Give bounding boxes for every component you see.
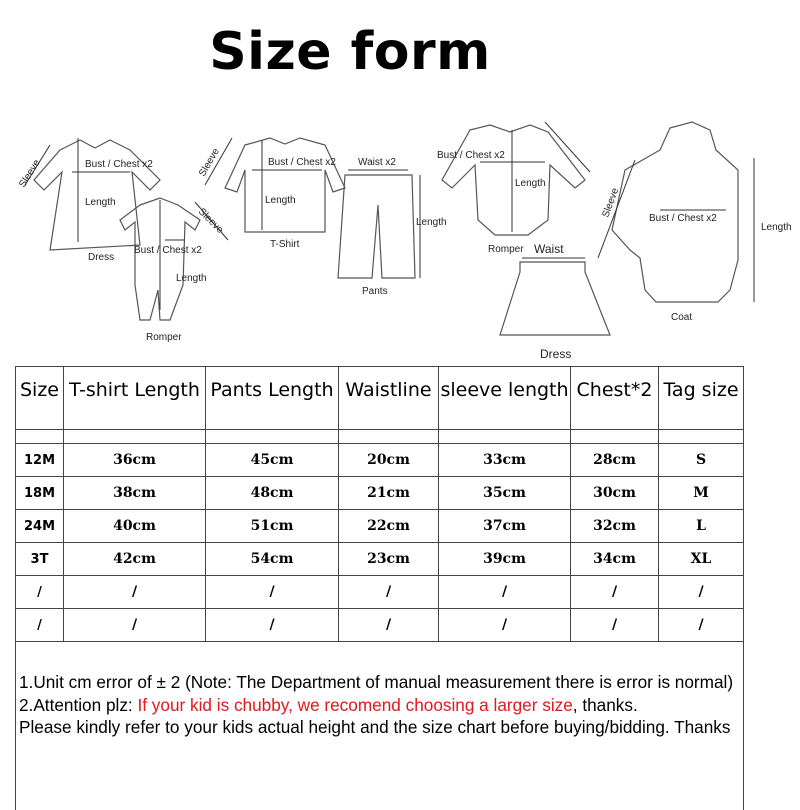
- sleeve-length-cell: 33cm: [439, 444, 571, 477]
- chest-cell: 32cm: [571, 510, 659, 543]
- size-cell: 3T: [16, 543, 64, 576]
- pants-length-cell: /: [206, 576, 339, 609]
- pants-waist-label: Waist x2: [358, 157, 396, 168]
- dress-bust-label: Bust / Chest x2: [85, 159, 153, 170]
- size-cell: 12M: [16, 444, 64, 477]
- table-spacer: [16, 430, 744, 444]
- coat-length-label: Length: [761, 222, 792, 233]
- table-row: [16, 510, 744, 543]
- tshirt-length-cell: /: [64, 576, 206, 609]
- table-row: [16, 576, 744, 609]
- table-row: [16, 543, 744, 576]
- chest-cell: 28cm: [571, 444, 659, 477]
- pants-length-cell: 51cm: [206, 510, 339, 543]
- chest-cell: 30cm: [571, 477, 659, 510]
- waistline-cell: 22cm: [339, 510, 439, 543]
- romper-short-bust-label: Bust / Chest x2: [437, 150, 505, 161]
- page-title: Size form: [209, 22, 491, 82]
- tag-size-cell: L: [659, 510, 744, 543]
- header-chest: Chest*2: [571, 367, 659, 430]
- header-pants-length: Pants Length: [206, 367, 339, 430]
- waistline-cell: /: [339, 609, 439, 642]
- romper-long-caption: Romper: [146, 332, 182, 343]
- chest-cell: /: [571, 576, 659, 609]
- romper-long-sleeve-label: Sleeve: [195, 206, 226, 236]
- table-header-row: [16, 367, 744, 430]
- pants-length-label: Length: [416, 217, 447, 228]
- sleeve-length-cell: 39cm: [439, 543, 571, 576]
- note-attention-prefix: 2.Attention plz:: [19, 694, 138, 715]
- waistline-cell: 21cm: [339, 477, 439, 510]
- tag-size-cell: /: [659, 609, 744, 642]
- note-attention-suffix: , thanks.: [572, 694, 638, 715]
- tshirt-length-cell: 38cm: [64, 477, 206, 510]
- chest-cell: /: [571, 609, 659, 642]
- coat-caption: Coat: [671, 312, 693, 323]
- waistline-cell: 20cm: [339, 444, 439, 477]
- tshirt-bust-label: Bust / Chest x2: [268, 157, 336, 168]
- chest-cell: 34cm: [571, 543, 659, 576]
- pants-length-cell: 54cm: [206, 543, 339, 576]
- pants-diagram: [338, 157, 447, 297]
- romper-long-length-label: Length: [176, 273, 207, 284]
- tshirt-length-cell: 36cm: [64, 444, 206, 477]
- romper-short-caption: Romper: [488, 244, 524, 255]
- coat-diagram: [598, 122, 792, 323]
- size-cell: /: [16, 576, 64, 609]
- sleeve-length-cell: /: [439, 576, 571, 609]
- tshirt-length-cell: 40cm: [64, 510, 206, 543]
- note-attention: [19, 694, 739, 717]
- header-tshirt-length: T-shirt Length: [64, 367, 206, 430]
- pants-length-cell: 45cm: [206, 444, 339, 477]
- note-chubby-warning: If your kid is chubby, we recomend choosing a larger size: [137, 694, 573, 715]
- pants-length-cell: /: [206, 609, 339, 642]
- romper-short-diagram: [437, 122, 590, 255]
- notes-text: [19, 671, 739, 739]
- dress-sleeve-label: Sleeve: [17, 157, 43, 190]
- garment-diagrams: [0, 110, 800, 360]
- dress-length-label: Length: [85, 197, 116, 208]
- waistline-cell: /: [339, 576, 439, 609]
- note-refer-height: Please kindly refer to your kids actual height and the size chart before buying/bidding. Thanks: [19, 717, 731, 737]
- header-sleeve-length: sleeve length: [439, 367, 571, 430]
- sleeve-length-cell: /: [439, 609, 571, 642]
- skirt-diagram: [500, 242, 610, 360]
- size-cell: /: [16, 609, 64, 642]
- tshirt-length-cell: /: [64, 609, 206, 642]
- header-size: Size: [16, 367, 64, 430]
- pants-length-cell: 48cm: [206, 477, 339, 510]
- header-tag-size: Tag size: [659, 367, 744, 430]
- notes-box: [15, 640, 744, 810]
- tshirt-length-label: Length: [265, 195, 296, 206]
- tshirt-caption: T-Shirt: [270, 239, 300, 250]
- tag-size-cell: M: [659, 477, 744, 510]
- coat-bust-label: Bust / Chest x2: [649, 213, 717, 224]
- skirt-waist-label: Waist: [534, 242, 564, 256]
- dress-caption: Dress: [88, 252, 115, 263]
- romper-long-bust-label: Bust / Chest x2: [134, 245, 202, 256]
- tag-size-cell: XL: [659, 543, 744, 576]
- header-waistline: Waistline: [339, 367, 439, 430]
- pants-caption: Pants: [362, 286, 388, 297]
- skirt-caption: Dress: [540, 347, 572, 360]
- table-row: [16, 444, 744, 477]
- waistline-cell: 23cm: [339, 543, 439, 576]
- note-unit-error: 1.Unit cm error of ± 2 (Note: The Department of manual measurement there is error is normal): [19, 672, 734, 692]
- size-cell: 18M: [16, 477, 64, 510]
- size-table: [15, 366, 744, 642]
- table-row: [16, 609, 744, 642]
- tshirt-sleeve-label: Sleeve: [197, 146, 222, 179]
- table-row: [16, 477, 744, 510]
- sleeve-length-cell: 37cm: [439, 510, 571, 543]
- size-cell: 24M: [16, 510, 64, 543]
- tag-size-cell: S: [659, 444, 744, 477]
- tag-size-cell: /: [659, 576, 744, 609]
- sleeve-length-cell: 35cm: [439, 477, 571, 510]
- measurement-illustration: [0, 110, 800, 360]
- romper-long-diagram: [120, 198, 228, 343]
- tshirt-length-cell: 42cm: [64, 543, 206, 576]
- romper-short-length-label: Length: [515, 178, 546, 189]
- coat-sleeve-label: Sleeve: [600, 186, 622, 220]
